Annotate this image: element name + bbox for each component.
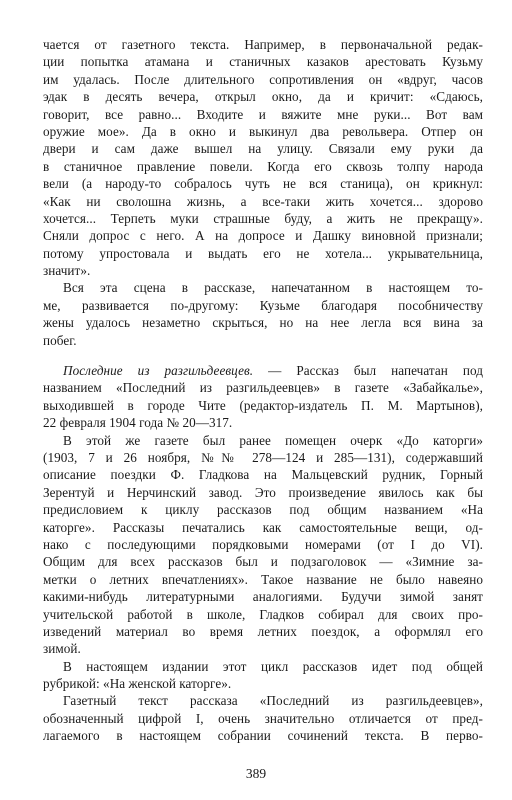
text-line: им удалась. После длительного сопротивления он «вдруг, часов — [43, 71, 483, 87]
text-line: ме, развивается по-другому: Кузьме благодаря пособничеству — [43, 297, 483, 313]
paragraph-5 — [43, 658, 483, 693]
text-line: хочется... Терпеть муки страшные буду, а жить не прекращу». — [43, 210, 483, 226]
story-title: Последние из разгильдеевцев. — [63, 363, 254, 379]
text-line: предисловием к циклу рассказов под общим названием «На — [43, 502, 483, 518]
page-number: 389 — [245, 766, 267, 781]
text-line — [43, 362, 483, 379]
text-line: Зерентуй и Нерчинский завод. Это произведение явилось как бы — [43, 484, 483, 500]
text-line: значит». — [43, 263, 91, 279]
text-line: зимой. — [43, 641, 81, 657]
text-line: (1903, 7 и 26 ноября, №№ 278—124 и 285—131), содержавший — [43, 449, 483, 465]
text-fragment: — Рассказ был напечатан под — [253, 363, 483, 379]
paragraph-2 — [43, 279, 483, 349]
section-gap — [43, 349, 483, 362]
text-line: метки о летних впечатлениях». Такое название не было навеяно — [43, 571, 483, 587]
text-line: какими-нибудь литературными аналогиями. Будучи зимой занят — [43, 589, 483, 605]
text-line: жены удалось незаметно скрыться, но на нее легла вся вина за — [43, 315, 483, 331]
text-line: В этой же газете был ранее помещен очерк «До каторги» — [63, 432, 483, 448]
text-line: нако с последующими порядковыми номерами (от I до VI). — [43, 536, 483, 552]
paragraph-3 — [43, 362, 483, 432]
text-line: оружие мое». Да в окно и выкинул два револьвера. Отпер он — [43, 123, 483, 139]
text-line: ции попытка атамана и станичных казаков арестовать Кузьму — [43, 54, 483, 70]
text-line: выходившей в городе Чите (редактор-издатель П. М. Мартынов), — [43, 397, 483, 413]
text-line: Сняли допрос с него. А на допросе и Дашку виновной признали; — [43, 228, 483, 244]
text-line: 22 февраля 1904 года № 20—317. — [43, 415, 233, 431]
text-line: названием «Последний из разгильдеевцев» в газете «Забайкалье», — [43, 380, 483, 396]
text-line: изведений материал во время летних поездок, а оформлял его — [43, 623, 483, 639]
text-line: двери и сам даже вышел на улицу. Связали ему руки да — [43, 141, 483, 157]
text-line: потому упростовала и выдать его не хотела... укрывательница, — [43, 245, 483, 261]
text-line: В настоящем издании этот цикл рассказов идет под общей — [63, 658, 483, 674]
text-line: «Как ни сволошна жизнь, а все-таки жить хочется... здорово — [43, 193, 483, 209]
paragraph-1 — [43, 36, 483, 279]
text-line: в станичное правление повели. Когда его сквозь толпу народа — [43, 158, 483, 174]
text-line: каторге». Рассказы печатались как самостоятельные вещи, од- — [43, 519, 483, 535]
text-line: эдак в десять вечера, открыл окно, да и кричит: «Сдаюсь, — [43, 89, 483, 105]
paragraph-6 — [43, 692, 483, 744]
text-line: побег. — [43, 332, 77, 348]
text-line: Газетный текст рассказа «Последний из разгильдеевцев», — [63, 693, 483, 709]
text-line: рубрикой: «На женской каторге». — [43, 676, 232, 692]
text-line: вели (а народу-то собралось чуть не вся станица), он крикнул: — [43, 176, 483, 192]
text-line: описание поездки Ф. Гладкова на Мальцевский рудник, Горный — [43, 467, 483, 483]
page-text — [43, 36, 483, 745]
paragraph-4 — [43, 432, 483, 658]
text-line: обозначенный цифрой I, очень значительно отличается от пред- — [43, 710, 483, 726]
text-line: чается от газетного текста. Например, в первоначальной редак- — [43, 37, 483, 52]
text-line: Общим для всех рассказов был и подзаголовок — «Зимние за- — [43, 554, 483, 570]
text-line: лагаемого в настоящем собрании сочинений текста. В перво- — [43, 728, 483, 744]
text-line: Вся эта сцена в рассказе, напечатанном в настоящем то- — [63, 280, 483, 296]
text-line: учительской работой в школе, Гладков собирал для своих про- — [43, 606, 483, 622]
text-line: говорит, все равно... Входите и вяжите мне руки... Вот вам — [43, 106, 483, 122]
